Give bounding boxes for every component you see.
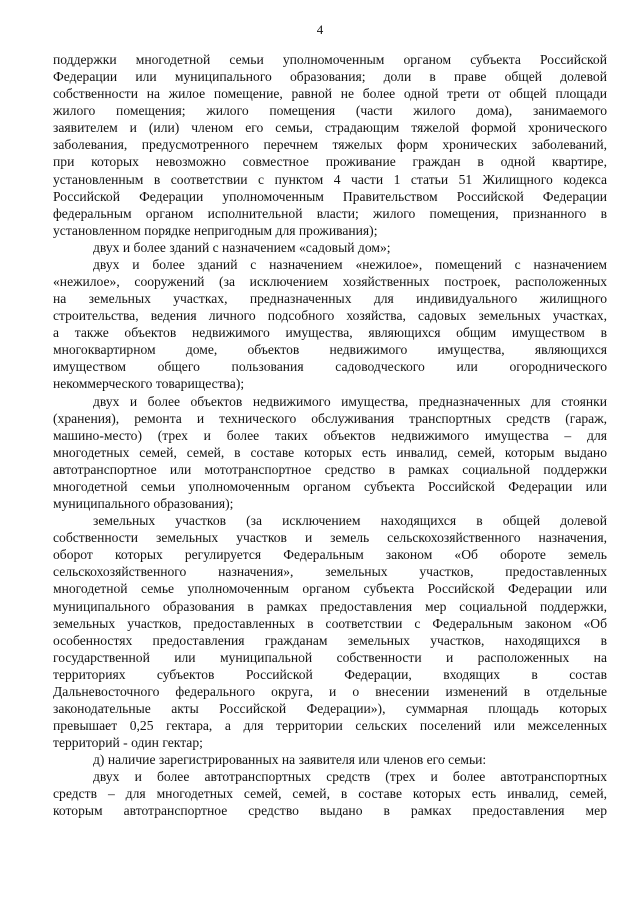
text-line: имуществом общего пользования садоводческого или огороднического: [53, 359, 607, 375]
text-line: некоммерческого товарищества);: [53, 376, 245, 392]
text-line: многоквартирном доме, объектов недвижимого имущества, являющихся: [53, 342, 607, 358]
text-line: Российской Федерации уполномоченным Правительством Российской Федерации: [53, 188, 607, 204]
text-line: (хранения), ремонта и технического обслуживания транспортных средств (гараж,: [53, 410, 607, 426]
text-line: которым автотранспортное средство выдано в рамках предоставления мер: [53, 803, 607, 819]
text-line: собственности земельных участков и земель сельскохозяйственного назначения,: [53, 530, 607, 546]
text-line: а также объектов недвижимого имущества, являющихся общим имуществом в: [53, 325, 607, 341]
text-line: установленным в соответствии с пунктом 4 части 1 статьи 51 Жилищного кодекса: [53, 171, 607, 187]
text-line: муниципального образования);: [53, 496, 234, 512]
text-line: оборот которых регулируется Федеральным законом «Об обороте земель: [53, 547, 607, 563]
text-line: жилого помещения; жилого помещения (части жилого дома), занимаемого: [53, 103, 607, 119]
text-line: строительства, ведения личного подсобного хозяйства, садовых земельных участках,: [53, 308, 607, 324]
text-line: Дальневосточного федерального округа, и о внесении изменений в отдельные: [53, 683, 607, 699]
text-line: муниципального образования в рамках предоставления мер социальной поддержки,: [53, 598, 607, 614]
text-line: на земельных участках, предназначенных для индивидуального жилищного: [53, 291, 607, 307]
text-line: двух и более зданий с назначением «нежилое», помещений с назначением: [93, 256, 607, 272]
text-line: двух и более объектов недвижимого имущества, предназначенных для стоянки: [93, 393, 607, 409]
text-line: заявителем и (или) членом его семьи, страдающим тяжелой формой хронического: [53, 120, 607, 136]
text-line: машино-место) (трех и более таких объектов недвижимого имущества – для: [53, 427, 607, 443]
text-line: государственной или муниципальной собственности и расположенных на: [53, 649, 607, 665]
text-line: многодетной семьи уполномоченным органом субъекта Российской Федерации или: [53, 478, 607, 494]
text-line: Федерации или муниципального образования; доли в праве общей долевой: [53, 69, 607, 85]
text-line: сельскохозяйственного назначения», земельных участков, предоставленных: [53, 564, 607, 580]
text-line: установленном порядке непригодным для проживания);: [53, 222, 378, 238]
text-line: двух и более автотранспортных средств (трех и более автотранспортных: [93, 769, 607, 785]
text-line: при которых невозможно совместное проживание граждан в одной квартире,: [53, 154, 607, 170]
text-line: заболевания, предусмотренного перечнем тяжелых форм хронических заболеваний,: [53, 137, 607, 153]
text-line: федеральным органом исполнительной власти; жилого помещения, признанного в: [53, 205, 607, 221]
text-line: земельных участков (за исключением находящихся в общей долевой: [93, 513, 607, 529]
text-line: территорий - один гектар;: [53, 735, 203, 751]
text-line: средств – для многодетных семей, семей, в составе которых есть инвалид, семей,: [53, 786, 607, 802]
document-body: [53, 51, 607, 820]
text-line: д) наличие зарегистрированных на заявителя или членов его семьи:: [93, 752, 487, 768]
text-line: превышает 0,25 гектара, а для территории сельских поселений или межселенных: [53, 718, 607, 734]
text-line: многодетных семей, семей, в составе которых есть инвалид, семей, которым выдано: [53, 444, 607, 460]
text-line: собственности на жилое помещение, равной не более одной трети от общей площади: [53, 86, 607, 102]
text-line: многодетной семье уполномоченным органом субъекта Российской Федерации или: [53, 581, 607, 597]
text-line: поддержки многодетной семьи уполномоченным органом субъекта Российской: [53, 52, 607, 67]
text-line: территориях субъектов Российской Федерации, входящих в состав: [53, 666, 607, 682]
text-line: двух и более зданий с назначением «садовый дом»;: [93, 239, 391, 255]
text-line: автотранспортное или мототранспортное средство в рамках социальной поддержки: [53, 461, 607, 477]
text-line: особенностях предоставления гражданам земельных участков, находящихся в: [53, 632, 607, 648]
text-line: «нежилое», сооружений (за исключением хозяйственных построек, расположенных: [53, 274, 607, 290]
page-number: 4: [316, 22, 324, 37]
text-line: законодательные акты Российской Федерации»), суммарная площадь которых: [53, 700, 607, 716]
text-line: земельных участков, предоставленных в соответствии с Федеральным законом «Об: [53, 615, 607, 631]
